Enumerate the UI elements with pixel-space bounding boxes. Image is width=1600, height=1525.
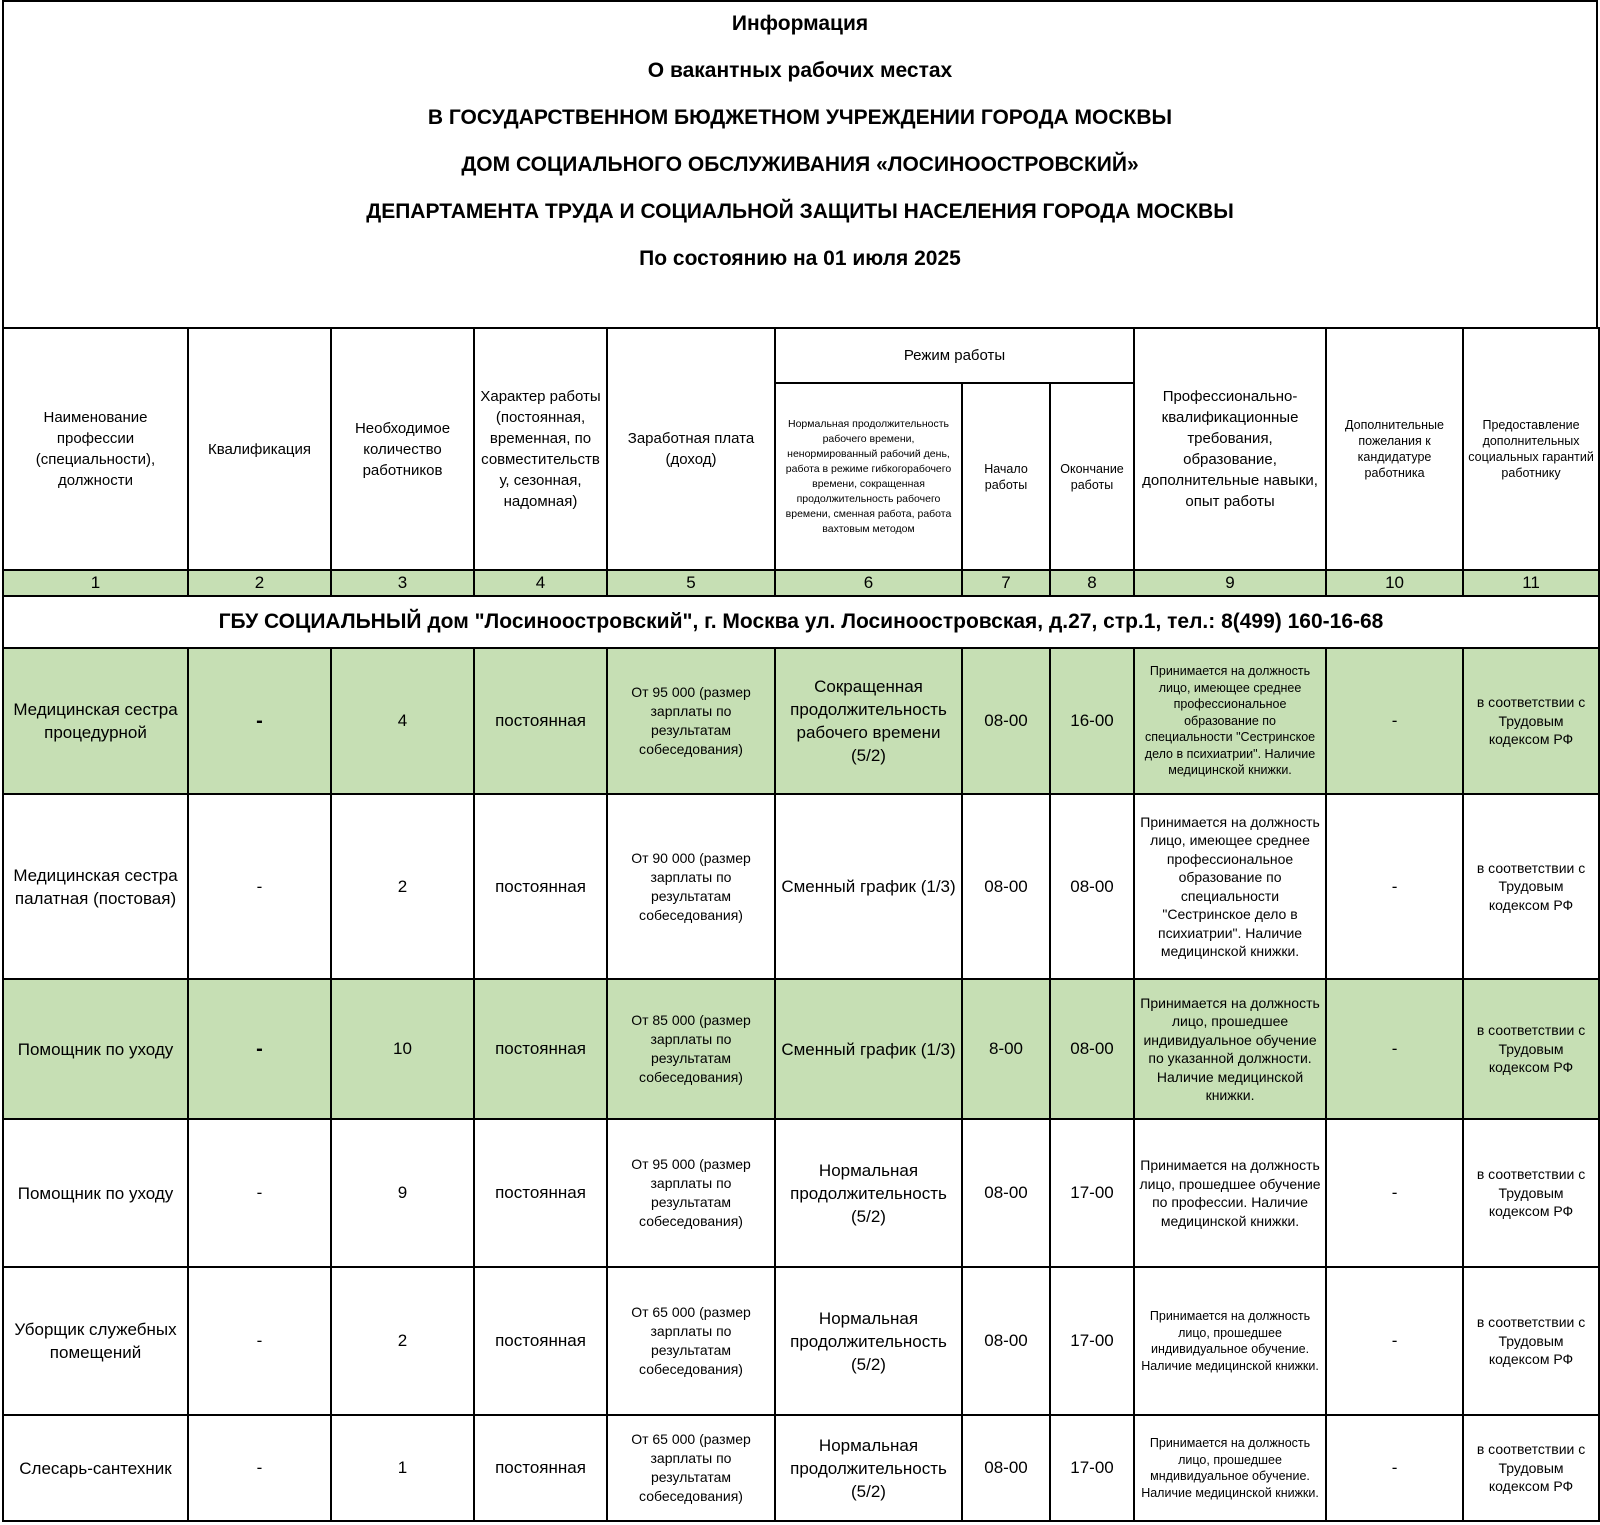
title-line-3: В ГОСУДАРСТВЕННОМ БЮДЖЕТНОМ УЧРЕЖДЕНИИ ГОРОДА МОСКВЫ <box>427 106 1173 129</box>
cell-start: 08-00 <box>962 794 1050 979</box>
cell-end: 17-00 <box>1050 1267 1134 1415</box>
cell-salary: От 65 000 (размер зарплаты по результатам собеседования) <box>607 1267 775 1415</box>
cell-requirements: Принимается на должность лицо, имеющее среднее профессиональное образование по специальности "Сестринское дело в психиатрии". Наличие медицинской книжки. <box>1134 648 1326 794</box>
cell-character: постоянная <box>474 1267 607 1415</box>
organization-row <box>3 596 1599 648</box>
cell-requirements: Принимается на должность лицо, прошедшее обучение по профессии. Наличие медицинской книжки. <box>1134 1119 1326 1267</box>
cell-profession: Помощник по уходу <box>3 979 188 1119</box>
cell-work-mode: Нормальная продолжительность (5/2) <box>775 1415 962 1521</box>
cell-character: постоянная <box>474 1119 607 1267</box>
cell-count: 2 <box>331 794 474 979</box>
cell-guarantees: в соответствии с Трудовым кодексом РФ <box>1463 979 1599 1119</box>
title-line-6: По состоянию на 01 июля 2025 <box>639 247 961 270</box>
cell-start: 08-00 <box>962 648 1050 794</box>
cell-requirements: Принимается на должность лицо, прошедшее мндивидуальное обучение. Наличие медицинской книжки. <box>1134 1415 1326 1521</box>
column-number: 5 <box>607 570 775 596</box>
column-number: 1 <box>3 570 188 596</box>
cell-requirements: Принимается на должность лицо, имеющее среднее профессиональное образование по специальности "Сестринское дело в психиатрии". Наличие медицинской книжки. <box>1134 794 1326 979</box>
column-number: 6 <box>775 570 962 596</box>
cell-requirements: Принимается на должность лицо, прошедшее индивидуальное обучение. Наличие медицинской книжки. <box>1134 1267 1326 1415</box>
cell-character: постоянная <box>474 648 607 794</box>
cell-end: 08-00 <box>1050 979 1134 1119</box>
cell-salary: От 65 000 (размер зарплаты по результатам собеседования) <box>607 1415 775 1521</box>
cell-start: 08-00 <box>962 1415 1050 1521</box>
table-row <box>3 1415 1599 1521</box>
cell-wishes: - <box>1326 1267 1463 1415</box>
header-requirements: Профессионально-квалификационные требования, образование, дополнительные навыки, опыт работы <box>1134 328 1326 570</box>
title-block <box>2 0 1598 328</box>
cell-profession: Медицинская сестра палатная (постовая) <box>3 794 188 979</box>
cell-qualification: - <box>188 1267 331 1415</box>
cell-character: постоянная <box>474 979 607 1119</box>
column-number: 9 <box>1134 570 1326 596</box>
column-number: 10 <box>1326 570 1463 596</box>
column-number: 11 <box>1463 570 1599 596</box>
cell-guarantees: в соответствии с Трудовым кодексом РФ <box>1463 648 1599 794</box>
table-row <box>3 1119 1599 1267</box>
cell-guarantees: в соответствии с Трудовым кодексом РФ <box>1463 1119 1599 1267</box>
table-row <box>3 648 1599 794</box>
cell-wishes: - <box>1326 1119 1463 1267</box>
cell-count: 1 <box>331 1415 474 1521</box>
header-guarantees: Предоставление дополнительных социальных гарантий работнику <box>1463 328 1599 570</box>
cell-wishes: - <box>1326 1415 1463 1521</box>
cell-work-mode: Сокращенная продолжительность рабочего времени (5/2) <box>775 648 962 794</box>
title-line-5: ДЕПАРТАМЕНТА ТРУДА И СОЦИАЛЬНОЙ ЗАЩИТЫ НАСЕЛЕНИЯ ГОРОДА МОСКВЫ <box>366 200 1234 223</box>
cell-count: 9 <box>331 1119 474 1267</box>
cell-qualification: - <box>188 794 331 979</box>
header-profession: Наименование профессии (специальности), должности <box>3 328 188 570</box>
cell-guarantees: в соответствии с Трудовым кодексом РФ <box>1463 794 1599 979</box>
table-row <box>3 794 1599 979</box>
cell-count: 10 <box>331 979 474 1119</box>
cell-salary: От 95 000 (размер зарплаты по результатам собеседования) <box>607 1119 775 1267</box>
header-row-1 <box>3 328 1599 383</box>
header-wishes: Дополнительные пожелания к кандидатуре работника <box>1326 328 1463 570</box>
cell-end: 08-00 <box>1050 794 1134 979</box>
cell-profession: Медицинская сестра процедурной <box>3 648 188 794</box>
title-line-1: Информация <box>731 12 869 35</box>
cell-qualification: - <box>188 1119 331 1267</box>
cell-count: 4 <box>331 648 474 794</box>
column-number: 4 <box>474 570 607 596</box>
cell-wishes: - <box>1326 794 1463 979</box>
title-line-2: О вакантных рабочих местах <box>647 59 953 82</box>
header-work-mode-group: Режим работы <box>775 328 1134 383</box>
column-numbers-row <box>3 570 1599 596</box>
header-character: Характер работы (постоянная, временная, по совместительству, сезонная, надомная) <box>474 328 607 570</box>
header-start: Начало работы <box>962 383 1050 570</box>
cell-end: 16-00 <box>1050 648 1134 794</box>
vacancy-table <box>2 327 1600 1522</box>
cell-start: 08-00 <box>962 1119 1050 1267</box>
cell-profession: Уборщик служебных помещений <box>3 1267 188 1415</box>
cell-wishes: - <box>1326 979 1463 1119</box>
cell-count: 2 <box>331 1267 474 1415</box>
cell-qualification: - <box>188 1415 331 1521</box>
header-salary: Заработная плата (доход) <box>607 328 775 570</box>
cell-profession: Помощник по уходу <box>3 1119 188 1267</box>
cell-salary: От 90 000 (размер зарплаты по результатам собеседования) <box>607 794 775 979</box>
cell-end: 17-00 <box>1050 1415 1134 1521</box>
column-number: 3 <box>331 570 474 596</box>
cell-character: постоянная <box>474 1415 607 1521</box>
table-row <box>3 1267 1599 1415</box>
cell-start: 08-00 <box>962 1267 1050 1415</box>
header-work-mode: Нормальная продолжительность рабочего времени, ненормированный рабочий день, работа в режиме гибкогорабочего времени, сокращенная продолжительность рабочего времени, сменная работа, работа вахтовым методом <box>775 383 962 570</box>
table-row <box>3 979 1599 1119</box>
cell-salary: От 85 000 (размер зарплаты по результатам собеседования) <box>607 979 775 1119</box>
cell-work-mode: Сменный график (1/3) <box>775 794 962 979</box>
cell-guarantees: в соответствии с Трудовым кодексом РФ <box>1463 1267 1599 1415</box>
cell-work-mode: Нормальная продолжительность (5/2) <box>775 1119 962 1267</box>
column-number: 8 <box>1050 570 1134 596</box>
header-qualification: Квалификация <box>188 328 331 570</box>
header-end: Окончание работы <box>1050 383 1134 570</box>
cell-requirements: Принимается на должность лицо, прошедшее индивидуальное обучение по указанной должности. Наличие медицинской книжки. <box>1134 979 1326 1119</box>
header-count: Необходимое количество работников <box>331 328 474 570</box>
cell-qualification: - <box>188 648 331 794</box>
cell-wishes: - <box>1326 648 1463 794</box>
cell-work-mode: Сменный график (1/3) <box>775 979 962 1119</box>
cell-guarantees: в соответствии с Трудовым кодексом РФ <box>1463 1415 1599 1521</box>
cell-character: постоянная <box>474 794 607 979</box>
column-number: 7 <box>962 570 1050 596</box>
cell-salary: От 95 000 (размер зарплаты по результатам собеседования) <box>607 648 775 794</box>
organization-info: ГБУ СОЦИАЛЬНЫЙ дом "Лосиноостровский", г. Москва ул. Лосиноостровская, д.27, стр.1, тел.: 8(499) 160-16-68 <box>3 596 1599 648</box>
cell-qualification: - <box>188 979 331 1119</box>
title-line-4: ДОМ СОЦИАЛЬНОГО ОБСЛУЖИВАНИЯ «ЛОСИНООСТРОВСКИЙ» <box>461 153 1139 176</box>
column-number: 2 <box>188 570 331 596</box>
cell-work-mode: Нормальная продолжительность (5/2) <box>775 1267 962 1415</box>
cell-end: 17-00 <box>1050 1119 1134 1267</box>
cell-profession: Слесарь-сантехник <box>3 1415 188 1521</box>
cell-start: 8-00 <box>962 979 1050 1119</box>
